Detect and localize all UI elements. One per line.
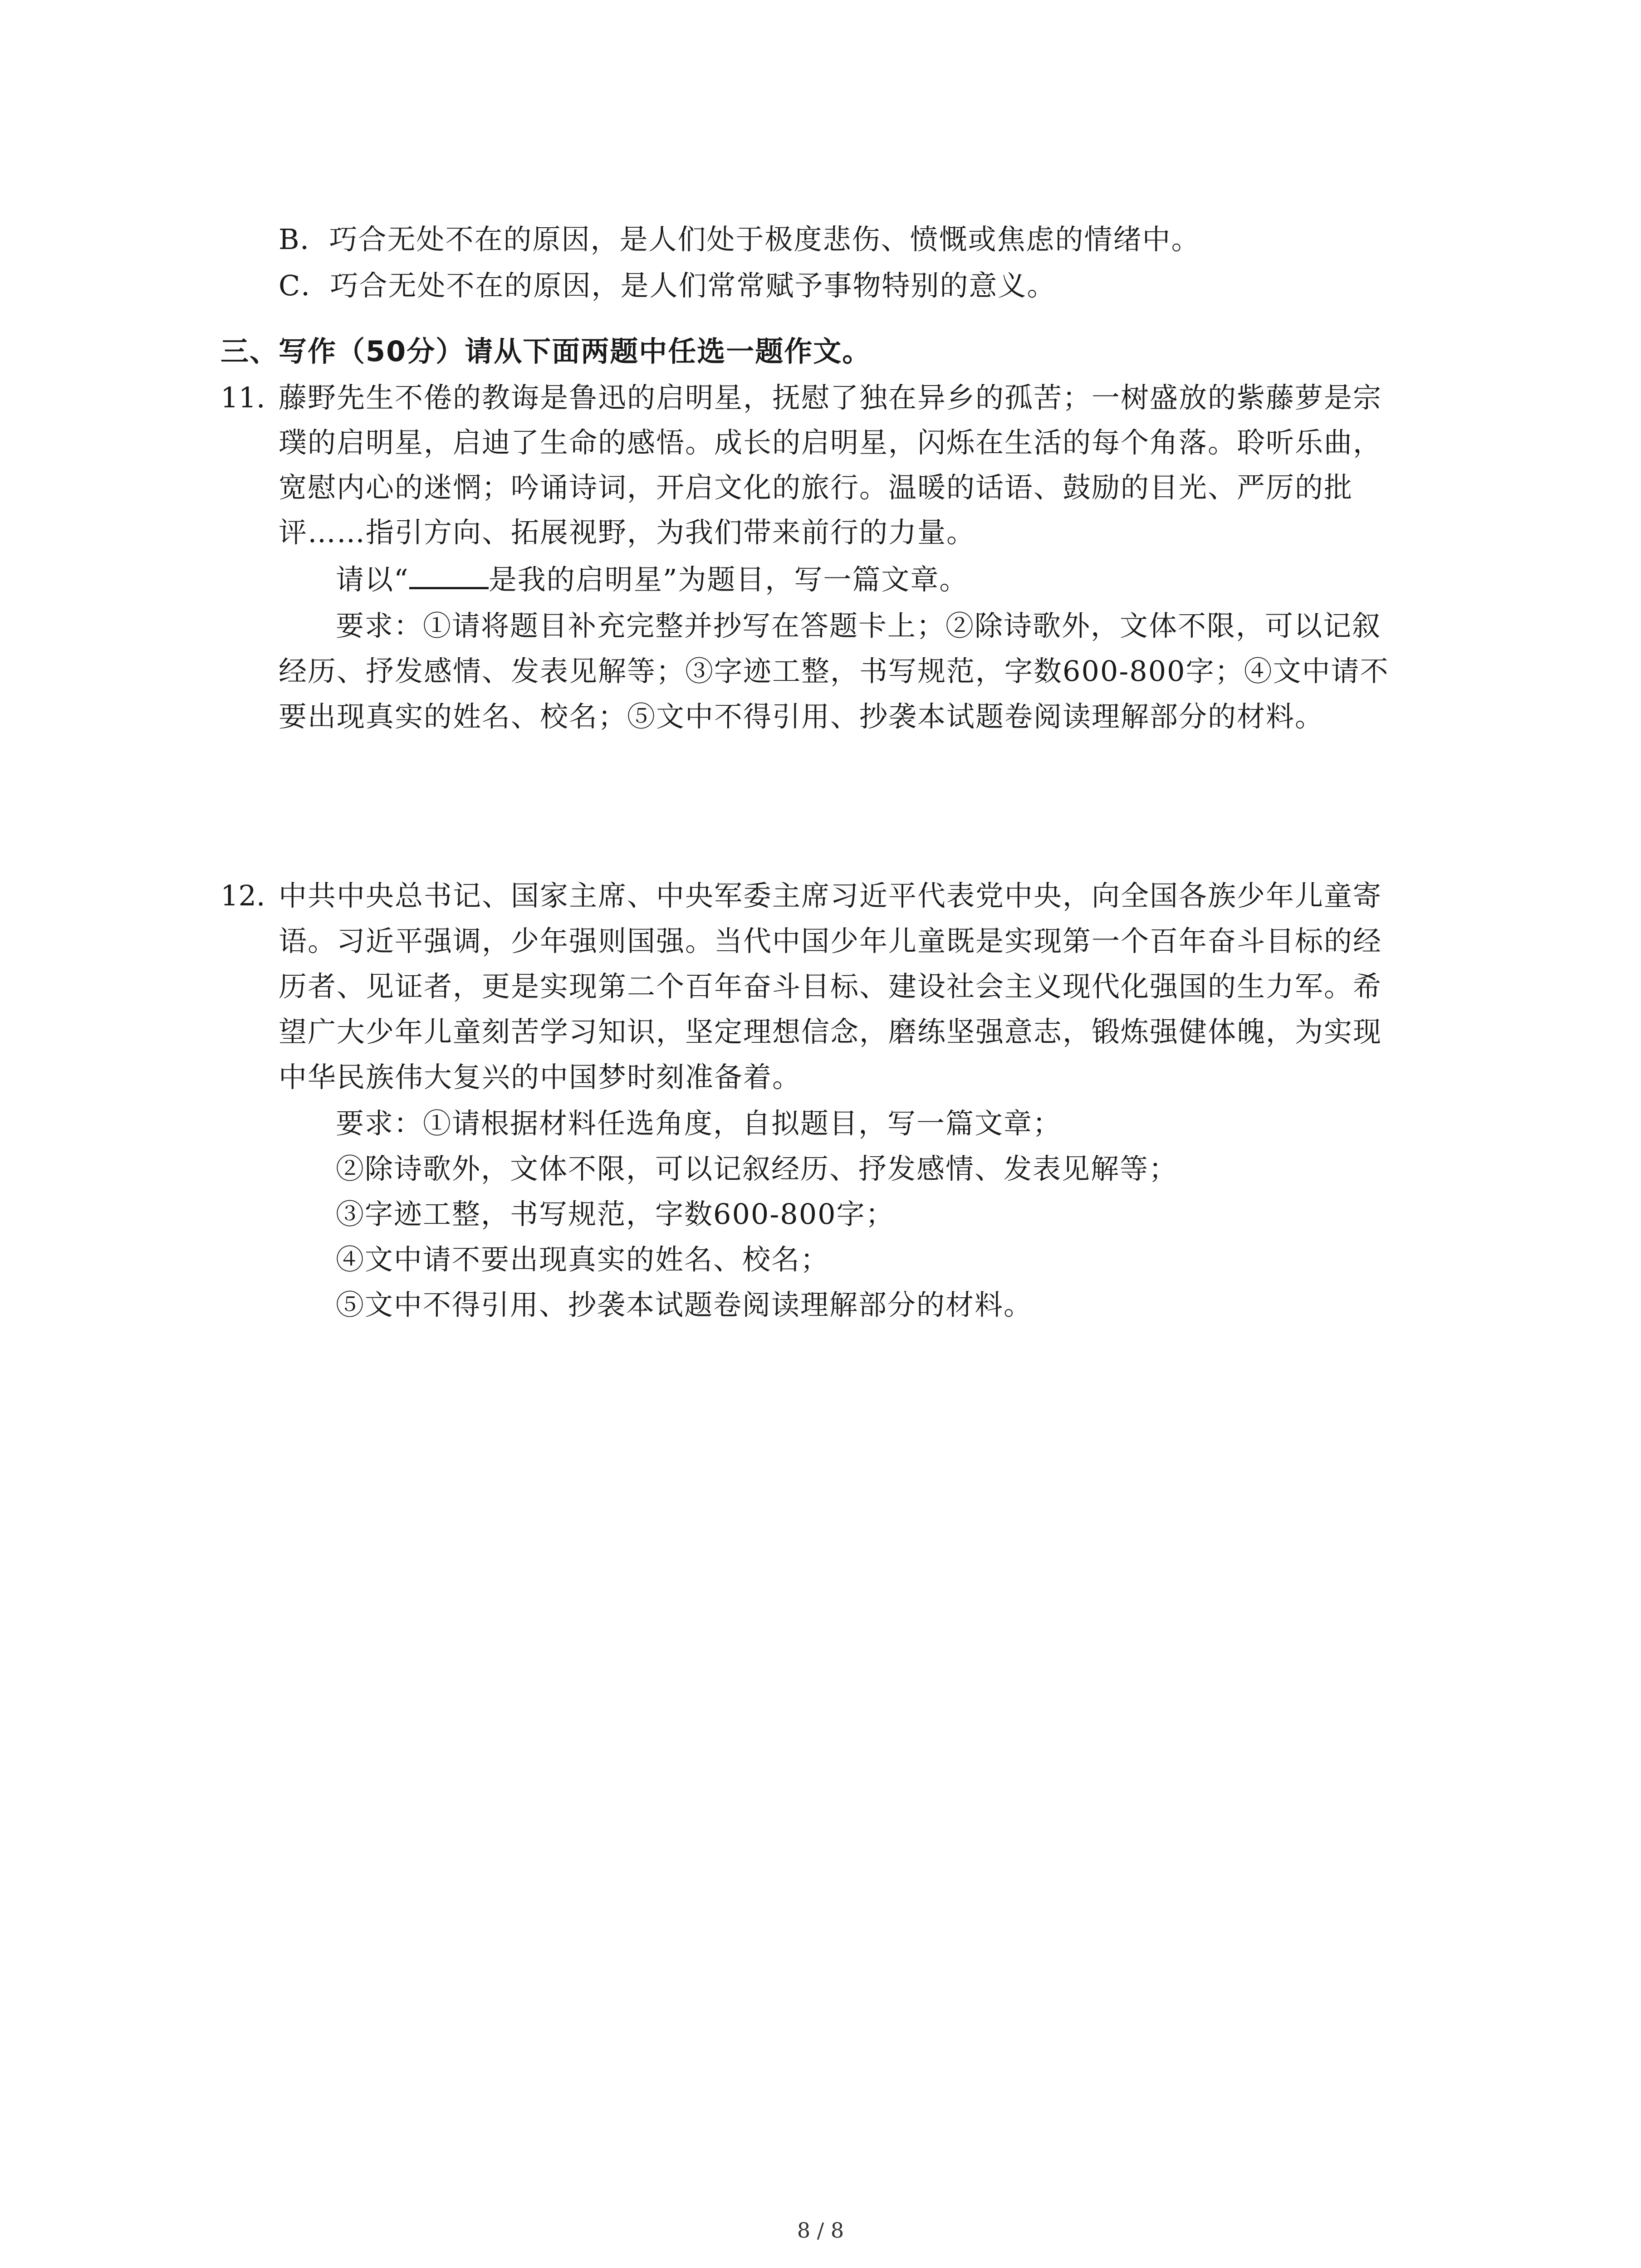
option-b: B．巧合无处不在的原因，是人们处于极度悲伤、愤慨或焦虑的情绪中。 bbox=[279, 223, 1200, 256]
question-11-requirements-2: 经历、抒发感情、发表见解等；③字迹工整，书写规范，字数600-800字；④文中请不 bbox=[279, 655, 1389, 688]
question-11-title-prompt bbox=[336, 562, 968, 598]
prompt-suffix: 是我的启明星”为题目，写一篇文章。 bbox=[488, 563, 969, 596]
question-11-line-1: 藤野先生不倦的教诲是鲁迅的启明星，抚慰了独在异乡的孤苦；一树盛放的紫藤萝是宗 bbox=[279, 381, 1382, 414]
question-11-requirements-1: 要求：①请将题目补充完整并抄写在答题卡上；②除诗歌外，文体不限，可以记叙 bbox=[336, 609, 1381, 642]
question-12-requirements-1: 要求：①请根据材料任选角度，自拟题目，写一篇文章； bbox=[336, 1107, 1062, 1140]
question-11-line-4: 评……指引方向、拓展视野，为我们带来前行的力量。 bbox=[279, 516, 976, 549]
question-11-line-3: 宽慰内心的迷惘；吟诵诗词，开启文化的旅行。温暖的话语、鼓励的目光、严厉的批 bbox=[279, 471, 1353, 504]
question-12-requirements-5: ⑤文中不得引用、抄袭本试题卷阅读理解部分的材料。 bbox=[336, 1288, 1033, 1321]
prompt-prefix: 请以“ bbox=[336, 563, 409, 596]
question-12-line-1: 中共中央总书记、国家主席、中央军委主席习近平代表党中央，向全国各族少年儿童寄 bbox=[279, 879, 1382, 912]
question-11-number: 11. bbox=[220, 381, 265, 414]
question-12-line-4: 望广大少年儿童刻苦学习知识，坚定理想信念，磨练坚强意志，锻炼强健体魄，为实现 bbox=[279, 1015, 1382, 1048]
section-heading: 三、写作（50分）请从下面两题中任选一题作文。 bbox=[220, 335, 872, 368]
question-11-line-2: 璞的启明星，启迪了生命的感悟。成长的启明星，闪烁在生活的每个角落。聆听乐曲， bbox=[279, 426, 1382, 459]
option-c: C．巧合无处不在的原因，是人们常常赋予事物特别的意义。 bbox=[279, 269, 1056, 302]
question-12-requirements-2: ②除诗歌外，文体不限，可以记叙经历、抒发感情、发表见解等； bbox=[336, 1152, 1178, 1185]
question-12-line-2: 语。习近平强调，少年强则国强。当代中国少年儿童既是实现第一个百年奋斗目标的经 bbox=[279, 924, 1382, 958]
question-12-line-3: 历者、见证者，更是实现第二个百年奋斗目标、建设社会主义现代化强国的生力军。希 bbox=[279, 970, 1382, 1003]
title-blank bbox=[409, 563, 489, 589]
question-12-line-5: 中华民族伟大复兴的中国梦时刻准备着。 bbox=[279, 1061, 802, 1094]
question-11-requirements-3: 要出现真实的姓名、校名；⑤文中不得引用、抄袭本试题卷阅读理解部分的材料。 bbox=[279, 700, 1324, 733]
question-12-requirements-3: ③字迹工整，书写规范，字数600-800字； bbox=[336, 1198, 895, 1231]
page-number: 8 / 8 bbox=[797, 2218, 844, 2243]
question-12-number: 12. bbox=[220, 879, 265, 912]
question-12-requirements-4: ④文中请不要出现真实的姓名、校名； bbox=[336, 1243, 830, 1276]
